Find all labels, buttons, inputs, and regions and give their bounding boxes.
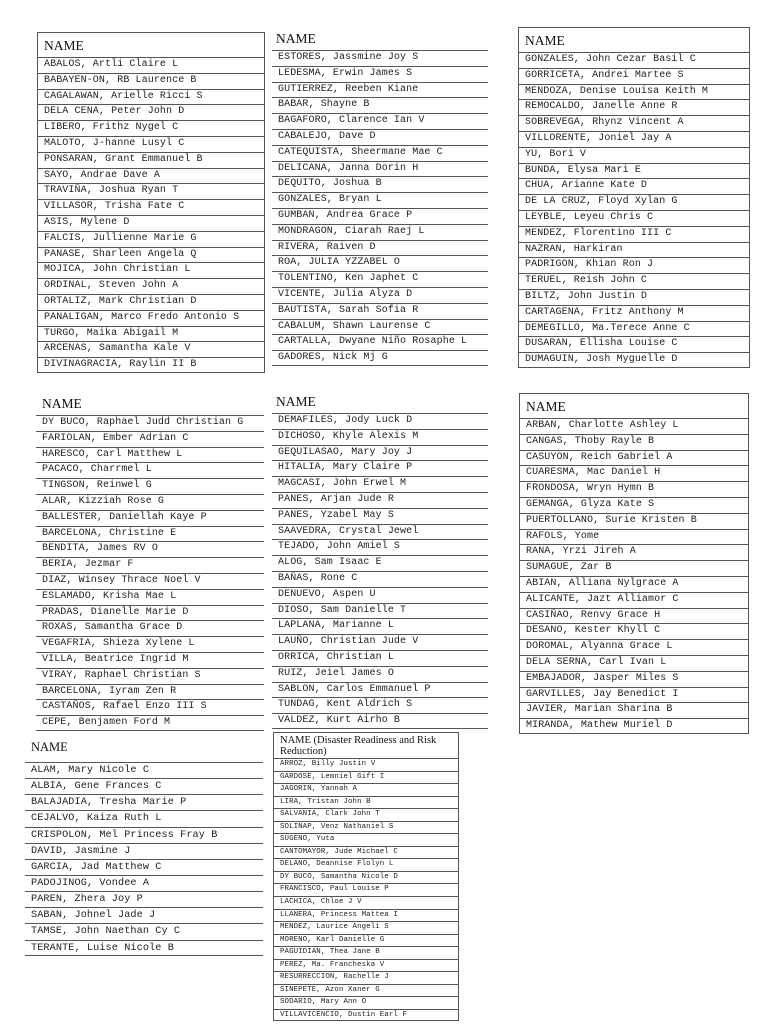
table-row: BUNDA, Elysa Mari E bbox=[519, 163, 749, 179]
table-row: MAGCASI, John Erwel M bbox=[272, 476, 488, 492]
table-row: DUSARAN, Ellisha Louise C bbox=[519, 336, 749, 352]
name-table-8 bbox=[273, 732, 459, 1021]
table-row: LIBERO, Frithz Nygel C bbox=[38, 120, 264, 136]
table-row: ORTALIZ, Mark Christian D bbox=[38, 294, 264, 310]
table-row: MORENO, Karl Danielle G bbox=[274, 934, 458, 947]
table-row: SODARIO, Mary Ann O bbox=[274, 996, 458, 1009]
table-row: DY BUCO, Raphael Judd Christian G bbox=[36, 415, 264, 431]
table-row: BAGAFORO, Clarence Ian V bbox=[272, 113, 488, 129]
table-row: CABALEJO, Dave D bbox=[272, 129, 488, 145]
table-row: ORDINAL, Steven John A bbox=[38, 278, 264, 294]
table-row: DEMEGILLO, Ma.Terece Anne C bbox=[519, 321, 749, 337]
table-row: DENUEVO, Aspen U bbox=[272, 587, 488, 603]
table-row: DESANO, Kester Khyll C bbox=[520, 623, 748, 639]
table-row: TOLENTINO, Ken Japhet C bbox=[272, 271, 488, 287]
table-row: ESLAMADO, Krisha Mae L bbox=[36, 589, 264, 605]
table-row: GARCIA, Jad Matthew C bbox=[25, 859, 263, 875]
table-row: GADORES, Nick Mj G bbox=[272, 350, 488, 366]
table-row: LIRA, Tristan John B bbox=[274, 796, 458, 809]
table-row: BABAYEN-ON, RB Laurence B bbox=[38, 73, 264, 89]
table-row: DELICANA, Janna Dorin H bbox=[272, 161, 488, 177]
table-row: TERANTE, Luise Nicole B bbox=[25, 940, 263, 956]
table-row: GONZALES, Bryan L bbox=[272, 192, 488, 208]
table-row: DELA CENA, Peter John D bbox=[38, 104, 264, 120]
table-rows bbox=[25, 762, 263, 956]
table-row: FARIOLAN, Ember Adrian C bbox=[36, 431, 264, 447]
table-row: SABLON, Carlos Emmanuel P bbox=[272, 682, 488, 698]
table-row: PANASE, Sharleen Angela Q bbox=[38, 247, 264, 263]
table-row: REMOCALDO, Janelle Anne R bbox=[519, 99, 749, 115]
name-table-1 bbox=[37, 32, 265, 373]
table-row: PRADAS, Dianelle Marie D bbox=[36, 605, 264, 621]
table-row: BAÑAS, Rone C bbox=[272, 571, 488, 587]
table-row: DEMAFILES, Jody Luck D bbox=[272, 413, 488, 429]
name-table-5 bbox=[272, 389, 488, 729]
table-row: MIRANDA, Mathew Muriel D bbox=[520, 718, 748, 734]
table-row: ARCENAS, Samantha Kale V bbox=[38, 341, 264, 357]
table-row: RIVERA, Raiven D bbox=[272, 240, 488, 256]
table-rows bbox=[272, 413, 488, 729]
name-table-6 bbox=[519, 393, 749, 734]
table-row: DOROMAL, Alyanna Grace L bbox=[520, 639, 748, 655]
name-table-3 bbox=[518, 27, 750, 368]
table-header: NAME bbox=[526, 399, 566, 414]
table-row: JAVIER, Marian Sharina B bbox=[520, 702, 748, 718]
table-row: MENDEZ, Florentino III C bbox=[519, 226, 749, 242]
table-header: NAME bbox=[276, 31, 316, 46]
table-row: CAGALAWAN, Arielle Ricci S bbox=[38, 89, 264, 105]
table-row: GUTIERREZ, Reeben Kiane bbox=[272, 82, 488, 98]
table-rows bbox=[520, 418, 748, 734]
table-row: SOBREVEGA, Rhynz Vincent A bbox=[519, 115, 749, 131]
table-row: CEJALVO, Kaiza Ruth L bbox=[25, 810, 263, 826]
table-row: TRAVIÑA, Joshua Ryan T bbox=[38, 183, 264, 199]
table-row: SABAN, Johnel Jade J bbox=[25, 907, 263, 923]
table-row: CHUA, Arianne Kate D bbox=[519, 178, 749, 194]
table-row: ORRICA, Christian L bbox=[272, 650, 488, 666]
table-row: PAGUIDIAN, Thea Jane B bbox=[274, 946, 458, 959]
table-row: EMBAJADOR, Jasper Miles S bbox=[520, 671, 748, 687]
table-row: CUARESMA, Mac Daniel H bbox=[520, 465, 748, 481]
table-row: VIRAY, Raphael Christian S bbox=[36, 668, 264, 684]
table-row: HITALIA, Mary Claire P bbox=[272, 460, 488, 476]
table-row: ALOG, Sam Isaac E bbox=[272, 555, 488, 571]
table-row: PANALIGAN, Marco Fredo Antonio S bbox=[38, 310, 264, 326]
table-row: CARTAGENA, Fritz Anthony M bbox=[519, 305, 749, 321]
table-row: FRONDOSA, Wryn Hymn B bbox=[520, 481, 748, 497]
table-row: DIVINAGRACIA, Raylin II B bbox=[38, 357, 264, 373]
table-row: PONSARAN, Grant Emmanuel B bbox=[38, 152, 264, 168]
table-header: NAME (Disaster Readiness and Risk Reduction) bbox=[280, 735, 437, 757]
table-header: NAME bbox=[44, 38, 84, 53]
table-row: ABALOS, Artli Claire L bbox=[38, 57, 264, 73]
table-row: CANTOMAYOR, Jude Michael C bbox=[274, 846, 458, 859]
table-row: GARVILLES, Jay Benedict I bbox=[520, 687, 748, 703]
table-row: LACHICA, Chloe J V bbox=[274, 896, 458, 909]
table-row: SOLINAP, Venz Nathaniel S bbox=[274, 821, 458, 834]
table-row: ALAM, Mary Nicole C bbox=[25, 762, 263, 778]
table-row: TURGO, Maika Abigail M bbox=[38, 326, 264, 342]
table-rows bbox=[272, 50, 488, 366]
table-row: BALLESTER, Daniellah Kaye P bbox=[36, 510, 264, 526]
table-row: BAUTISTA, Sarah Sofia R bbox=[272, 303, 488, 319]
name-table-4 bbox=[36, 391, 264, 731]
table-row: MOJICA, John Christian L bbox=[38, 262, 264, 278]
table-row: VALDEZ, Kurt Airho B bbox=[272, 713, 488, 729]
table-row: BERIA, Jezmar F bbox=[36, 557, 264, 573]
table-row: BENDITA, James RV O bbox=[36, 541, 264, 557]
table-row: MALOTO, J-hanne Lusyl C bbox=[38, 136, 264, 152]
table-row: TINGSON, Reinwel G bbox=[36, 478, 264, 494]
table-row: FRANCISCO, Paul Louise P bbox=[274, 883, 458, 896]
table-row: SINEPETE, Azon Xaner G bbox=[274, 984, 458, 997]
table-row: BILTZ, John Justin D bbox=[519, 289, 749, 305]
table-row: CASUYON, Reich Gabriel A bbox=[520, 450, 748, 466]
table-row: VICENTE, Julia Alyza D bbox=[272, 287, 488, 303]
table-row: SALVANIA, Clark John T bbox=[274, 808, 458, 821]
table-row: PAREN, Zhera Joy P bbox=[25, 891, 263, 907]
table-row: DELA SERNA, Carl Ivan L bbox=[520, 655, 748, 671]
table-row: DY BUCO, Samantha Nicole D bbox=[274, 871, 458, 884]
table-row: DUMAGUIN, Josh Myguelle D bbox=[519, 352, 749, 368]
table-row: VILLAVICENCIO, Dustin Earl F bbox=[274, 1009, 458, 1022]
table-row: FALCIS, Jullienne Marie G bbox=[38, 231, 264, 247]
table-row: MENDEZ, Laurice Angeli S bbox=[274, 921, 458, 934]
table-row: ARBAN, Charlotte Ashley L bbox=[520, 418, 748, 434]
table-row: VILLASOR, Trisha Fate C bbox=[38, 199, 264, 215]
table-row: ROA, JULIA YZZABEL O bbox=[272, 255, 488, 271]
table-row: DICHOSO, Khyle Alexis M bbox=[272, 429, 488, 445]
table-rows bbox=[274, 758, 458, 1021]
table-row: CABALUM, Shawn Laurense C bbox=[272, 319, 488, 335]
table-row: CRISPOLON, Mel Princess Fray B bbox=[25, 827, 263, 843]
table-row: ABIAN, Alliana Nylgrace A bbox=[520, 576, 748, 592]
table-row: DEQUITO, Joshua B bbox=[272, 176, 488, 192]
table-row: RUIZ, Jeiel James O bbox=[272, 666, 488, 682]
table-row: HARESCO, Carl Matthew L bbox=[36, 447, 264, 463]
table-row: SAAVEDRA, Crystal Jewel bbox=[272, 524, 488, 540]
table-row: SUGENO, Yuta bbox=[274, 833, 458, 846]
table-row: SUMAGUE, Zar B bbox=[520, 560, 748, 576]
name-table-2 bbox=[272, 26, 488, 366]
table-row: JAGORIN, Yannah A bbox=[274, 783, 458, 796]
table-row: PADRIGON, Khian Ron J bbox=[519, 257, 749, 273]
table-row: RAFOLS, Yome bbox=[520, 529, 748, 545]
table-row: LLANERA, Princess Mattea I bbox=[274, 909, 458, 922]
table-row: RANA, Yrzi Jireh A bbox=[520, 544, 748, 560]
table-row: MENDOZA, Denise Louisa Keith M bbox=[519, 84, 749, 100]
table-row: PUERTOLLANO, Surie Kristen B bbox=[520, 513, 748, 529]
table-row: NAZRAN, Harkiran bbox=[519, 242, 749, 258]
table-row: ASIS, Mylene D bbox=[38, 215, 264, 231]
table-row: CASIÑAO, Renvy Grace H bbox=[520, 608, 748, 624]
table-header: NAME bbox=[42, 396, 82, 411]
table-row: SAYO, Andrae Dave A bbox=[38, 168, 264, 184]
name-table-7 bbox=[25, 732, 263, 956]
table-row: LEDESMA, Erwin James S bbox=[272, 66, 488, 82]
table-row: BALAJADIA, Tresha Marie P bbox=[25, 794, 263, 810]
table-header: NAME bbox=[276, 394, 316, 409]
table-row: MONDRAGON, Ciarah Raej L bbox=[272, 224, 488, 240]
table-row: VILLORENTE, Joniel Jay A bbox=[519, 131, 749, 147]
table-row: RESURRECCION, Rachelle J bbox=[274, 971, 458, 984]
table-row: TEJADO, John Amiel S bbox=[272, 539, 488, 555]
table-row: GARDOSE, Lemniel Gift I bbox=[274, 771, 458, 784]
table-row: ALICANTE, Jazt Alliamor C bbox=[520, 592, 748, 608]
table-rows bbox=[38, 57, 264, 373]
table-row: ESTORES, Jassmine Joy S bbox=[272, 50, 488, 66]
table-row: ALAR, Kizziah Rose G bbox=[36, 494, 264, 510]
table-row: VILLA, Beatrice Ingrid M bbox=[36, 652, 264, 668]
table-row: LAUÑO, Christian Jude V bbox=[272, 634, 488, 650]
table-row: TUNDAG, Kent Aldrich S bbox=[272, 697, 488, 713]
table-row: VEGAFRIA, Shieza Xylene L bbox=[36, 636, 264, 652]
table-row: CATEQUISTA, Sheermane Mae C bbox=[272, 145, 488, 161]
table-row: BARCELONA, Iyram Zen R bbox=[36, 684, 264, 700]
table-row: PACACO, Charrmel L bbox=[36, 462, 264, 478]
table-row: DAVID, Jasmine J bbox=[25, 843, 263, 859]
table-row: GONZALES, John Cezar Basil C bbox=[519, 52, 749, 68]
table-row: CASTAÑOS, Rafael Enzo III S bbox=[36, 699, 264, 715]
table-row: CANGAS, Thoby Rayle B bbox=[520, 434, 748, 450]
table-row: CEPE, Benjamen Ford M bbox=[36, 715, 264, 731]
table-header: NAME bbox=[31, 740, 68, 754]
table-rows bbox=[519, 52, 749, 368]
table-row: PANES, Arjan Jude R bbox=[272, 492, 488, 508]
table-row: PEREZ, Ma. Francheska V bbox=[274, 959, 458, 972]
table-row: GUMBAN, Andrea Grace P bbox=[272, 208, 488, 224]
table-header: NAME bbox=[525, 33, 565, 48]
table-rows bbox=[36, 415, 264, 731]
table-row: BARCELONA, Christine E bbox=[36, 526, 264, 542]
table-row: DIOSO, Sam Danielle T bbox=[272, 603, 488, 619]
table-row: YU, Bori V bbox=[519, 147, 749, 163]
table-row: GEMANGA, Glyza Kate S bbox=[520, 497, 748, 513]
table-row: GORRICETA, Andrei Martee S bbox=[519, 68, 749, 84]
table-row: TAMSE, John Naethan Cy C bbox=[25, 923, 263, 939]
table-row: LAPLANA, Marianne L bbox=[272, 618, 488, 634]
table-row: CARTALLA, Dwyane Niño Rosaphe L bbox=[272, 334, 488, 350]
table-row: ROXAS, Samantha Grace D bbox=[36, 620, 264, 636]
table-row: PANES, Yzabel May S bbox=[272, 508, 488, 524]
table-row: DELANO, Deannise Flolyn L bbox=[274, 858, 458, 871]
table-row: LEYBLE, Leyeu Chris C bbox=[519, 210, 749, 226]
table-row: DE LA CRUZ, Floyd Xylan G bbox=[519, 194, 749, 210]
table-row: DIAZ, Winsey Thrace Noel V bbox=[36, 573, 264, 589]
table-row: GEQUILASAO, Mary Joy J bbox=[272, 445, 488, 461]
table-row: ALBIA, Gene Frances C bbox=[25, 778, 263, 794]
table-row: BABAR, Shayne B bbox=[272, 97, 488, 113]
table-row: ARROZ, Billy Justin V bbox=[274, 758, 458, 771]
table-row: PADOJINOG, Vondee A bbox=[25, 875, 263, 891]
table-row: TERUEL, Reish John C bbox=[519, 273, 749, 289]
